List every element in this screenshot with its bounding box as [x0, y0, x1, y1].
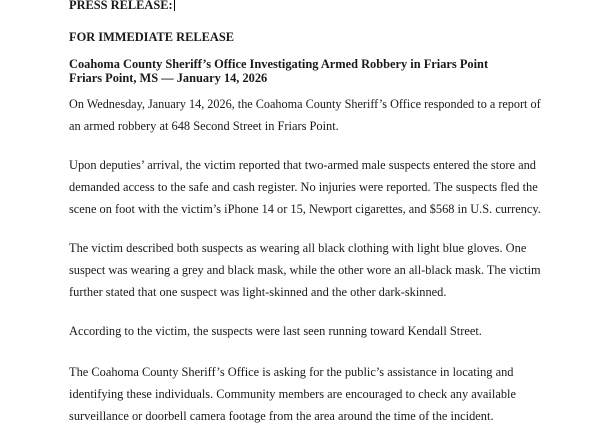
paragraph-line: scene on foot with the victim’s iPhone 14 or 15, Newport cigarettes, and $568 in U.S. currency. — [69, 202, 541, 216]
paragraph-line: identifying these individuals. Community members are encouraged to check any available — [69, 387, 516, 401]
paragraph-5 — [69, 361, 541, 427]
dateline: Friars Point, MS — January 14, 2026 — [69, 71, 268, 85]
paragraph-line: surveillance or doorbell camera footage from the area around the time of the incident. — [69, 409, 494, 423]
press-release-label: PRESS RELEASE: — [69, 0, 173, 12]
paragraph-line: an armed robbery at 648 Second Street in Friars Point. — [69, 119, 339, 133]
paragraph-line: suspect was wearing a grey and black mask, while the other wore an all-black mask. The victim — [69, 263, 541, 277]
headline-block — [69, 57, 488, 85]
paragraph-2 — [69, 154, 541, 220]
release-type: FOR IMMEDIATE RELEASE — [69, 30, 234, 44]
paragraph-line: The victim described both suspects as wearing all black clothing with light blue gloves. One — [69, 241, 527, 255]
paragraph-line: Upon deputies’ arrival, the victim reported that two-armed male suspects entered the store and — [69, 158, 537, 172]
paragraph-line: The Coahoma County Sheriff’s Office is asking for the public’s assistance in locating and — [69, 365, 514, 379]
paragraph-1 — [69, 93, 541, 137]
paragraph-line: According to the victim, the suspects were last seen running toward Kendall Street. — [69, 324, 482, 338]
paragraph-line: further stated that one suspect was light-skinned and the other dark-skinned. — [69, 285, 447, 299]
headline: Coahoma County Sheriff’s Office Investigating Armed Robbery in Friars Point — [69, 57, 489, 71]
paragraph-line: On Wednesday, January 14, 2026, the Coahoma County Sheriff’s Office responded to a report of — [69, 97, 541, 111]
paragraph-3 — [69, 237, 541, 303]
paragraph-line: demanded access to the safe and cash register. No injuries were reported. The suspects fled the — [69, 180, 538, 194]
press-release-label-line[interactable] — [69, 0, 175, 16]
text-cursor — [174, 0, 175, 11]
paragraph-4 — [69, 320, 541, 342]
